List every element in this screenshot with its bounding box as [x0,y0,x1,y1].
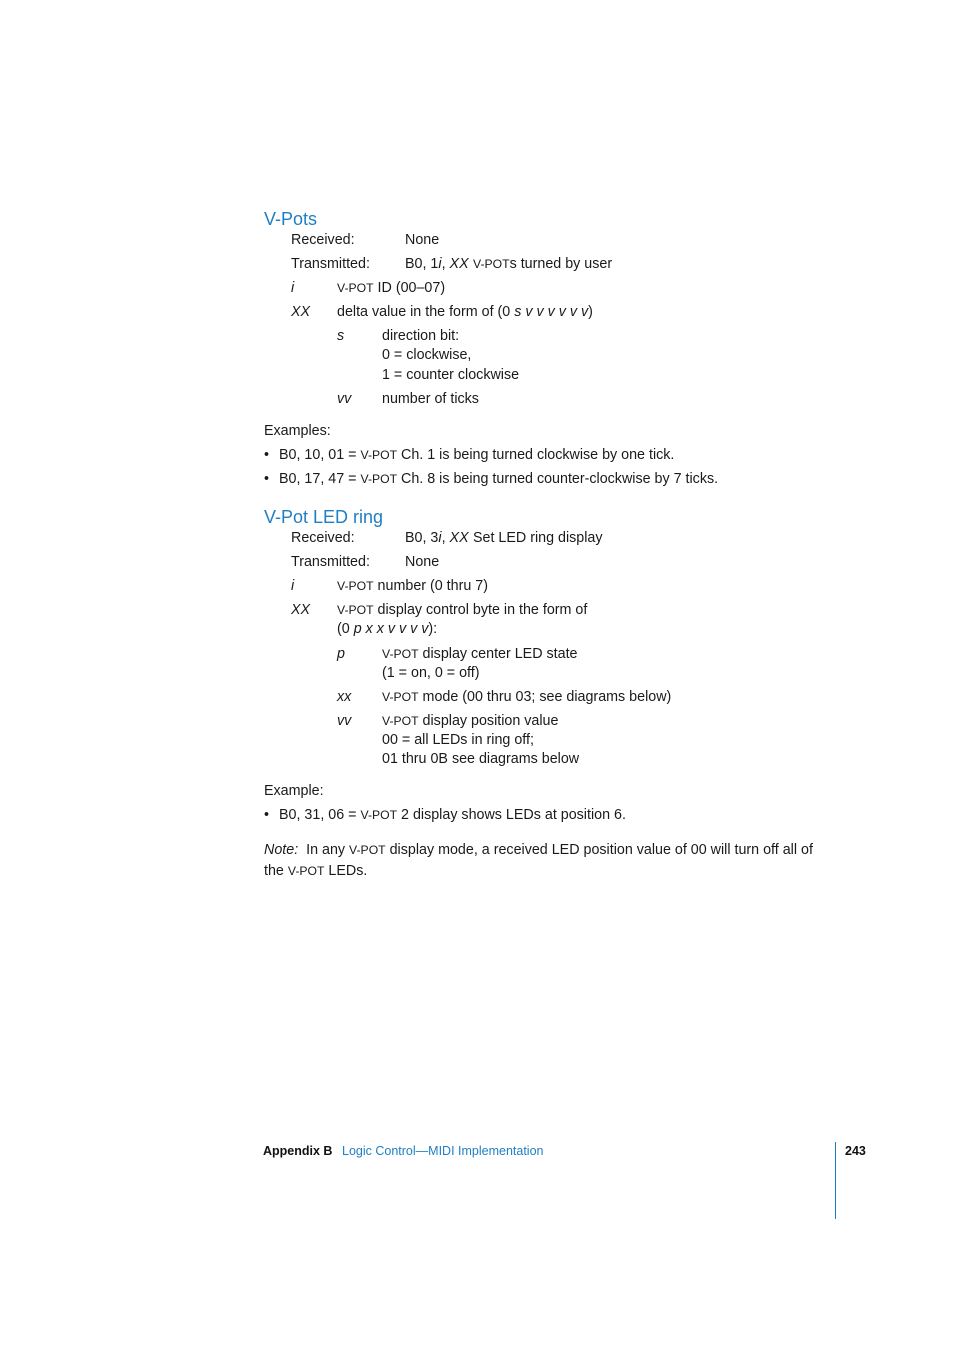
vpots-transmitted-desc: V-POTs turned by user [473,256,613,272]
vpots-i-label: i [291,280,295,296]
led-vv-desc-3: 01 thru 0B see diagrams below [382,751,580,767]
vpots-s-desc-1: direction bit: [382,328,460,344]
led-p-desc: V-POT display center LED state [382,646,578,662]
led-vv-desc-2: 00 = all LEDs in ring off; [382,732,534,748]
footer-divider [835,1142,836,1219]
vpots-vv-label: vv [337,391,352,407]
led-example-1: • B0, 31, 06 = V-POT 2 display shows LEDs at position 6. [279,806,626,825]
vpots-examples-label: Examples: [264,423,331,439]
footer-title: Logic Control—MIDI Implementation [342,1144,544,1158]
led-vv-label: vv [337,713,352,729]
vpots-example-2: • B0, 17, 47 = V-POT Ch. 8 is being turned counter-clockwise by 7 ticks. [279,470,718,489]
led-xx-desc: V-POT display control byte in the form of [337,602,588,618]
vpots-xx-desc: delta value in the form of (0 s v v v v v v) [337,304,593,320]
led-p-desc-2: (1 = on, 0 = off) [382,665,480,681]
note-line-2: the V-POT LEDs. [264,863,368,879]
note-line-1: Note: In any V-POT display mode, a received LED position value of 00 will turn off all of [264,842,813,858]
vpots-i-desc: V-POT ID (00–07) [337,280,446,296]
note-label: Note: [264,842,299,858]
vpots-example-1: • B0, 10, 01 = V-POT Ch. 1 is being turned clockwise by one tick. [279,446,674,465]
led-i-label: i [291,578,295,594]
led-xx-label: XX [291,602,311,618]
vpots-s-desc-2: 0 = clockwise, [382,347,472,363]
page-number: 243 [845,1144,866,1158]
led-transmitted-value: None [405,554,440,570]
section-heading-led-ring: V-Pot LED ring [264,507,384,527]
led-xxs-desc: V-POT mode (00 thru 03; see diagrams below) [382,689,672,705]
section-heading-vpots: V-Pots [264,209,318,229]
vpots-s-label: s [337,328,345,344]
vpots-xx-label: XX [291,304,311,320]
led-xx-desc-2: (0 p x x v v v v): [337,621,438,637]
led-p-label: p [337,646,345,662]
led-example-label: Example: [264,783,324,799]
led-xxs-label: xx [337,689,352,705]
vpots-received-value: None [405,232,440,248]
led-received-value: B0, 3i, XX [405,530,469,546]
led-transmitted-label: Transmitted: [291,554,370,570]
footer-appendix: Appendix B [263,1144,333,1158]
led-i-desc: V-POT number (0 thru 7) [337,578,489,594]
vpots-transmitted-label: Transmitted: [291,256,370,272]
vpots-transmitted-value: B0, 1i, XX [405,256,469,272]
vpots-received-label: Received: [291,232,355,248]
vpots-s-desc-3: 1 = counter clockwise [382,367,520,383]
led-received-desc: Set LED ring display [473,530,603,546]
led-received-label: Received: [291,530,355,546]
led-vv-desc: V-POT display position value [382,713,559,729]
vpots-vv-desc: number of ticks [382,391,479,407]
